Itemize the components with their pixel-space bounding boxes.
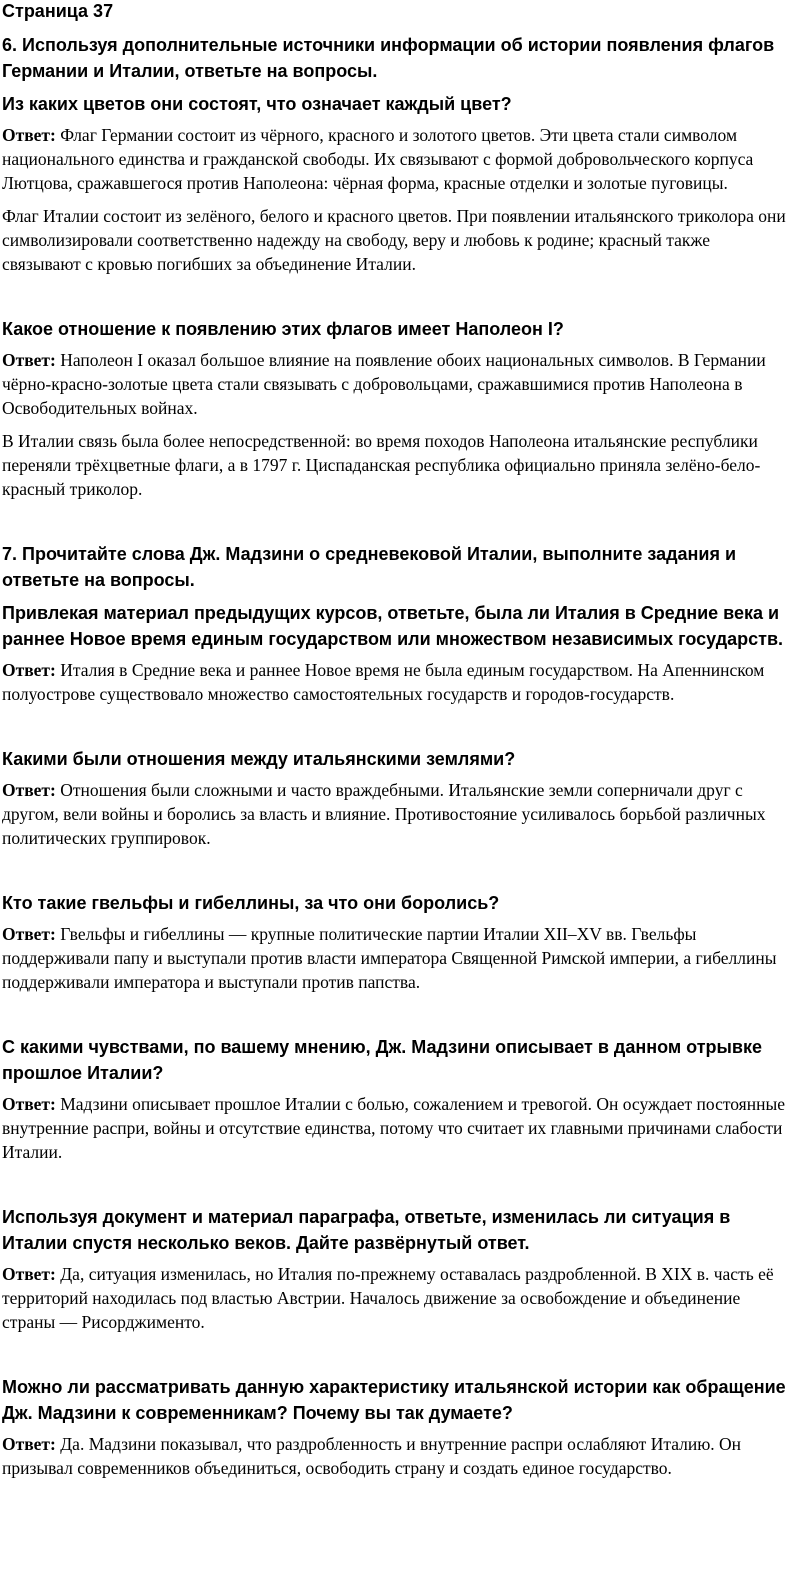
answer-text: Гвельфы и гибеллины — крупные политические партии Италии XII–XV вв. Гвельфы поддерживали папу и выступали против власти императора Священной Римской империи, а гибеллины поддерживали императора и выступали против папства. (2, 924, 777, 992)
task-6-answer-2-extra: В Италии связь была более непосредственной: во время походов Наполеона итальянские республики переняли трёхцветные флаги, а в 1797 г. Циспаданская республика официально приняла зелёно-бело-красный триколор. (2, 431, 761, 499)
task-7-answer-3 (2, 922, 792, 994)
answer-label: Ответ: (2, 1264, 56, 1284)
answer-text: Да. Мадзини показывал, что раздробленность и внутренние распри ослабляют Италию. Он призывал современников объединиться, освободить страну и создать единое государство. (2, 1434, 742, 1478)
task-6-question-1: Из каких цветов они состоят, что означает каждый цвет? (2, 94, 512, 114)
task-7 (2, 541, 792, 1480)
task-6-question-2: Какое отношение к появлению этих флагов имеет Наполеон I? (2, 319, 564, 339)
task-7-question-5: Используя документ и материал параграфа, ответьте, изменилась ли ситуация в Италии спустя несколько веков. Дайте развёрнутый ответ. (2, 1207, 731, 1253)
answer-label: Ответ: (2, 350, 56, 370)
task-6-answer-2 (2, 348, 792, 420)
task-7-question-1: Привлекая материал предыдущих курсов, ответьте, была ли Италия в Средние века и раннее Новое время единым государством или множеством независимых государств. (2, 603, 784, 649)
task-6 (2, 32, 792, 501)
task-7-question-2: Какими были отношения между итальянскими землями? (2, 749, 516, 769)
page-title: Страница 37 (2, 1, 114, 21)
task-6-answer-1-extra: Флаг Италии состоит из зелёного, белого и красного цветов. При появлении итальянского триколора они символизировали соответственно надежду на свободу, веру и любовь к родине; красный также связывают с кровью погибших за объединение Италии. (2, 206, 786, 274)
task-7-answer-4 (2, 1092, 792, 1164)
answer-text: Флаг Германии состоит из чёрного, красного и золотого цветов. Эти цвета стали символом национального единства и гражданской свободы. Их связывают с формой добровольческого корпуса Лютцова, сражавшегося против Наполеона: чёрная форма, красные отделки и золотые пуговицы. (2, 125, 754, 193)
answer-label: Ответ: (2, 1434, 56, 1454)
task-7-question-3: Кто такие гвельфы и гибеллины, за что они боролись? (2, 893, 500, 913)
answer-label: Ответ: (2, 125, 56, 145)
answer-text: Мадзини описывает прошлое Италии с болью, сожалением и тревогой. Он осуждает постоянные внутренние распри, войны и отсутствие единства, потому что считает их главными причинами слабости Италии. (2, 1094, 785, 1162)
answer-text: Да, ситуация изменилась, но Италия по-прежнему оставалась раздробленной. В XIX в. часть её территорий находилась под властью Австрии. Началось движение за освобождение и объединение страны — Рисорджименто. (2, 1264, 774, 1332)
answer-label: Ответ: (2, 1094, 56, 1114)
task-7-answer-6 (2, 1432, 792, 1480)
task-7-heading: 7. Прочитайте слова Дж. Мадзини о средневековой Италии, выполните задания и ответьте на вопросы. (2, 544, 737, 590)
task-7-answer-1 (2, 658, 792, 706)
task-7-question-4: С какими чувствами, по вашему мнению, Дж. Мадзини описывает в данном отрывке прошлое Италии? (2, 1037, 762, 1083)
task-6-heading: 6. Используя дополнительные источники информации об истории появления флагов Германии и Италии, ответьте на вопросы. (2, 35, 775, 81)
task-7-answer-2 (2, 778, 792, 850)
answer-text: Италия в Средние века и раннее Новое время не была единым государством. На Апеннинском полуострове существовало множество самостоятельных государств и городов-государств. (2, 660, 765, 704)
answer-text: Наполеон I оказал большое влияние на появление обоих национальных символов. В Германии чёрно-красно-золотые цвета стали связывать с добровольцами, сражавшимися против Наполеона в Освободительных войнах. (2, 350, 766, 418)
answer-text: Отношения были сложными и часто враждебными. Итальянские земли соперничали друг с другом, вели войны и боролись за власть и влияние. Противостояние усиливалось борьбой различных политических группировок. (2, 780, 766, 848)
task-7-question-6: Можно ли рассматривать данную характеристику итальянской истории как обращение Дж. Мадзини к современникам? Почему вы так думаете? (2, 1377, 786, 1423)
task-7-answer-5 (2, 1262, 792, 1334)
task-6-answer-1 (2, 123, 792, 195)
answer-label: Ответ: (2, 780, 56, 800)
answer-label: Ответ: (2, 924, 56, 944)
answer-label: Ответ: (2, 660, 56, 680)
